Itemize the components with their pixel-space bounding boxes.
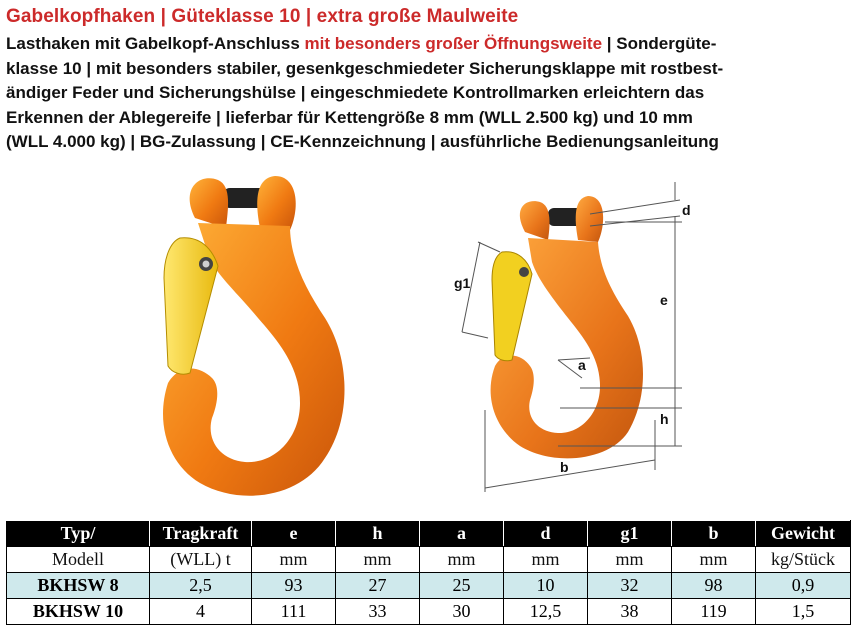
unit-cell: mm — [420, 547, 504, 573]
table-header-row — [7, 521, 851, 547]
desc-text: | Sondergüte- — [602, 34, 717, 53]
hook-photo — [140, 168, 360, 508]
table-cell: 2,5 — [150, 573, 252, 599]
unit-cell: mm — [504, 547, 588, 573]
dimension-diagram — [440, 170, 700, 500]
header-cell: Gewicht — [756, 521, 851, 547]
header-cell: Typ/ — [7, 521, 150, 547]
table-cell: 93 — [252, 573, 336, 599]
desc-text: Lasthaken mit Gabelkopf-Anschluss — [6, 34, 305, 53]
table-units-row — [7, 547, 851, 573]
table-cell: 111 — [252, 599, 336, 625]
table-cell: 25 — [420, 573, 504, 599]
label-d: d — [682, 202, 691, 218]
unit-cell: mm — [252, 547, 336, 573]
label-b: b — [560, 459, 569, 475]
header-cell: g1 — [588, 521, 672, 547]
product-description — [6, 32, 848, 155]
spec-table — [6, 520, 851, 625]
label-e: e — [660, 292, 668, 308]
model-cell: BKHSW 10 — [7, 599, 150, 625]
label-a: a — [578, 357, 586, 373]
table-cell: 32 — [588, 573, 672, 599]
table-cell: 10 — [504, 573, 588, 599]
header-cell: b — [672, 521, 756, 547]
desc-line: (WLL 4.000 kg) | BG-Zulassung | CE-Kennzeichnung | ausführliche Bedienungsanleitung — [6, 132, 719, 151]
desc-highlight: mit besonders großer Öffnungsweite — [304, 34, 603, 53]
unit-cell: mm — [672, 547, 756, 573]
table-cell: 1,5 — [756, 599, 851, 625]
table-cell: 38 — [588, 599, 672, 625]
table-cell: 12,5 — [504, 599, 588, 625]
header-cell: d — [504, 521, 588, 547]
model-cell: BKHSW 8 — [7, 573, 150, 599]
header-cell: Tragkraft — [150, 521, 252, 547]
table-cell: 98 — [672, 573, 756, 599]
unit-cell: kg/Stück — [756, 547, 851, 573]
unit-cell: mm — [336, 547, 420, 573]
table-cell: 30 — [420, 599, 504, 625]
table-cell: 27 — [336, 573, 420, 599]
table-row — [7, 573, 851, 599]
table-cell: 4 — [150, 599, 252, 625]
table-cell: 33 — [336, 599, 420, 625]
table-cell: 0,9 — [756, 573, 851, 599]
label-g1: g1 — [454, 275, 471, 291]
unit-cell: Modell — [7, 547, 150, 573]
unit-cell: (WLL) t — [150, 547, 252, 573]
desc-line: ändiger Feder und Sicherungshülse | eingeschmiedete Kontrollmarken erleichtern das — [6, 83, 705, 102]
unit-cell: mm — [588, 547, 672, 573]
header-cell: e — [252, 521, 336, 547]
header-cell: a — [420, 521, 504, 547]
header-cell: h — [336, 521, 420, 547]
product-title: Gabelkopfhaken | Güteklasse 10 | extra große Maulweite — [6, 6, 519, 27]
desc-line: klasse 10 | mit besonders stabiler, gesenkgeschmiedeter Sicherungsklappe mit rostbest- — [6, 58, 724, 78]
label-h: h — [660, 411, 669, 427]
table-row — [7, 599, 851, 625]
table-cell: 119 — [672, 599, 756, 625]
desc-line: Erkennen der Ablegereife | lieferbar für Kettengröße 8 mm (WLL 2.500 kg) und 10 mm — [6, 107, 693, 127]
